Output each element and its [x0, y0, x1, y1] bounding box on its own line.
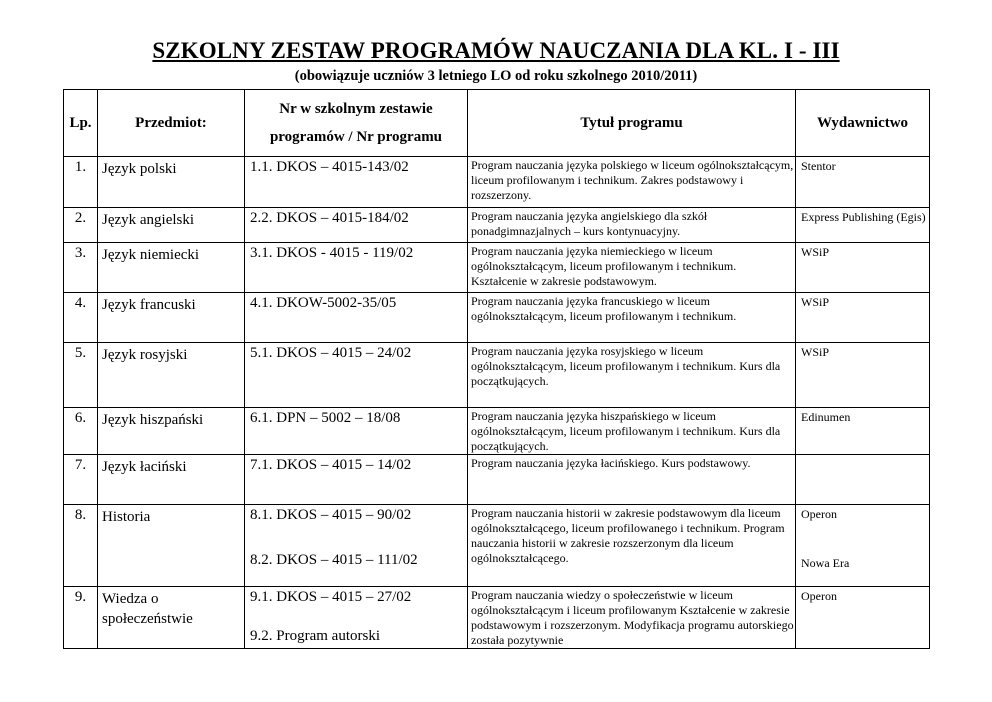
program-number-primary: 2.2. DKOS – 4015-184/02 [250, 210, 409, 226]
table-row [64, 505, 930, 587]
row-lp: 8. [64, 505, 98, 587]
table-row [64, 157, 930, 208]
row-program-title: Program nauczania języka łacińskiego. Kurs podstawowy. [468, 455, 796, 505]
header-row [64, 90, 930, 157]
row-publisher [796, 408, 930, 455]
row-program-number [245, 293, 468, 343]
header-number-line1: Nr w szkolnym zestawie [279, 101, 433, 117]
program-number-primary: 1.1. DKOS – 4015-143/02 [250, 159, 409, 175]
row-subject: Historia [98, 505, 245, 587]
program-number-primary: 8.1. DKOS – 4015 – 90/02 [250, 507, 412, 523]
row-publisher [796, 157, 930, 208]
row-subject: Język polski [98, 157, 245, 208]
row-lp: 4. [64, 293, 98, 343]
row-program-title: Program nauczania historii w zakresie podstawowym dla liceum ogólnokształcącego, liceum profilowanego i technikum. Program nauczania historii w zakresie rozszerzonym dla liceum ogólnokształcącego. [468, 505, 796, 587]
row-lp: 5. [64, 343, 98, 408]
row-lp: 9. [64, 587, 98, 649]
header-number [245, 90, 468, 157]
row-program-title: Program nauczania wiedzy o społeczeństwie w liceum ogólnokształcącym i liceum profilowanym Kształcenie w zakresie podstawowym i rozszerzonym. Modyfikacja programu autorskiego została pozytywnie [468, 587, 796, 649]
publisher-primary: Express Publishing (Egis) [801, 210, 926, 224]
publisher-primary: WSiP [801, 245, 830, 259]
program-number-secondary: 8.2. DKOS – 4015 – 111/02 [250, 552, 418, 568]
table-row [64, 343, 930, 408]
row-publisher [796, 208, 930, 243]
row-program-number [245, 343, 468, 408]
row-subject: Język francuski [98, 293, 245, 343]
table-row [64, 587, 930, 649]
header-program: Tytuł programu [468, 90, 796, 157]
row-subject: Język rosyjski [98, 343, 245, 408]
row-program-title: Program nauczania języka rosyjskiego w liceum ogólnokształcącym, liceum profilowanym i technikum. Kurs dla początkujących. [468, 343, 796, 408]
row-lp: 1. [64, 157, 98, 208]
row-publisher [796, 455, 930, 505]
header-number-line2: programów / Nr programu [269, 129, 443, 145]
program-table [63, 89, 930, 649]
row-program-number [245, 455, 468, 505]
row-program-number [245, 587, 468, 649]
row-program-number [245, 157, 468, 208]
row-publisher [796, 243, 930, 293]
program-number-primary: 3.1. DKOS - 4015 - 119/02 [250, 245, 414, 261]
row-subject: Język łaciński [98, 455, 245, 505]
publisher-secondary: Nowa Era [801, 556, 850, 570]
table-row [64, 208, 930, 243]
program-number-primary: 4.1. DKOW-5002-35/05 [250, 295, 397, 311]
publisher-primary: Operon [801, 507, 837, 521]
row-program-number [245, 408, 468, 455]
header-lp: Lp. [64, 90, 98, 157]
row-program-title: Program nauczania języka hiszpańskiego w liceum ogólnokształcącym, liceum profilowanym i technikum. Kurs dla początkujących. [468, 408, 796, 455]
row-program-title: Program nauczania języka polskiego w liceum ogólnokształcącym, liceum profilowanym i technikum. Zakres podstawowy i rozszerzony. [468, 157, 796, 208]
publisher-primary: Stentor [801, 159, 836, 173]
row-publisher [796, 505, 930, 587]
table-row [64, 293, 930, 343]
program-number-secondary: 9.2. Program autorski [250, 628, 380, 644]
publisher-primary: WSiP [801, 345, 830, 359]
row-publisher [796, 587, 930, 649]
publisher-primary: Edinumen [801, 410, 851, 424]
row-lp: 2. [64, 208, 98, 243]
row-lp: 3. [64, 243, 98, 293]
table-row [64, 243, 930, 293]
publisher-primary: WSiP [801, 295, 830, 309]
document-subtitle: (obowiązuje uczniów 3 letniego LO od roku szkolnego 2010/2011) [294, 68, 698, 84]
document-title: SZKOLNY ZESTAW PROGRAMÓW NAUCZANIA DLA KL. I - III [152, 38, 840, 63]
row-program-title: Program nauczania języka angielskiego dla szkół ponadgimnazjalnych – kurs kontynuacyjny. [468, 208, 796, 243]
table-row [64, 455, 930, 505]
header-publisher: Wydawnictwo [796, 90, 930, 157]
program-number-primary: 7.1. DKOS – 4015 – 14/02 [250, 457, 412, 473]
program-number-primary: 9.1. DKOS – 4015 – 27/02 [250, 589, 412, 605]
row-program-title: Program nauczania języka niemieckiego w liceum ogólnokształcącym, liceum profilowanym i technikum. Kształcenie w zakresie podstawowym. [468, 243, 796, 293]
program-number-primary: 6.1. DPN – 5002 – 18/08 [250, 410, 401, 426]
row-program-number [245, 208, 468, 243]
table-row [64, 408, 930, 455]
row-lp: 7. [64, 455, 98, 505]
row-program-number [245, 505, 468, 587]
row-subject: Wiedza o społeczeństwie [98, 587, 245, 649]
row-subject: Język angielski [98, 208, 245, 243]
row-subject: Język niemiecki [98, 243, 245, 293]
row-publisher [796, 293, 930, 343]
program-number-primary: 5.1. DKOS – 4015 – 24/02 [250, 345, 412, 361]
publisher-primary: Operon [801, 589, 837, 603]
row-program-number [245, 243, 468, 293]
row-publisher [796, 343, 930, 408]
row-subject: Język hiszpański [98, 408, 245, 455]
header-subject: Przedmiot: [98, 90, 245, 157]
row-lp: 6. [64, 408, 98, 455]
row-program-title: Program nauczania języka francuskiego w liceum ogólnokształcącym, liceum profilowanym i technikum. [468, 293, 796, 343]
